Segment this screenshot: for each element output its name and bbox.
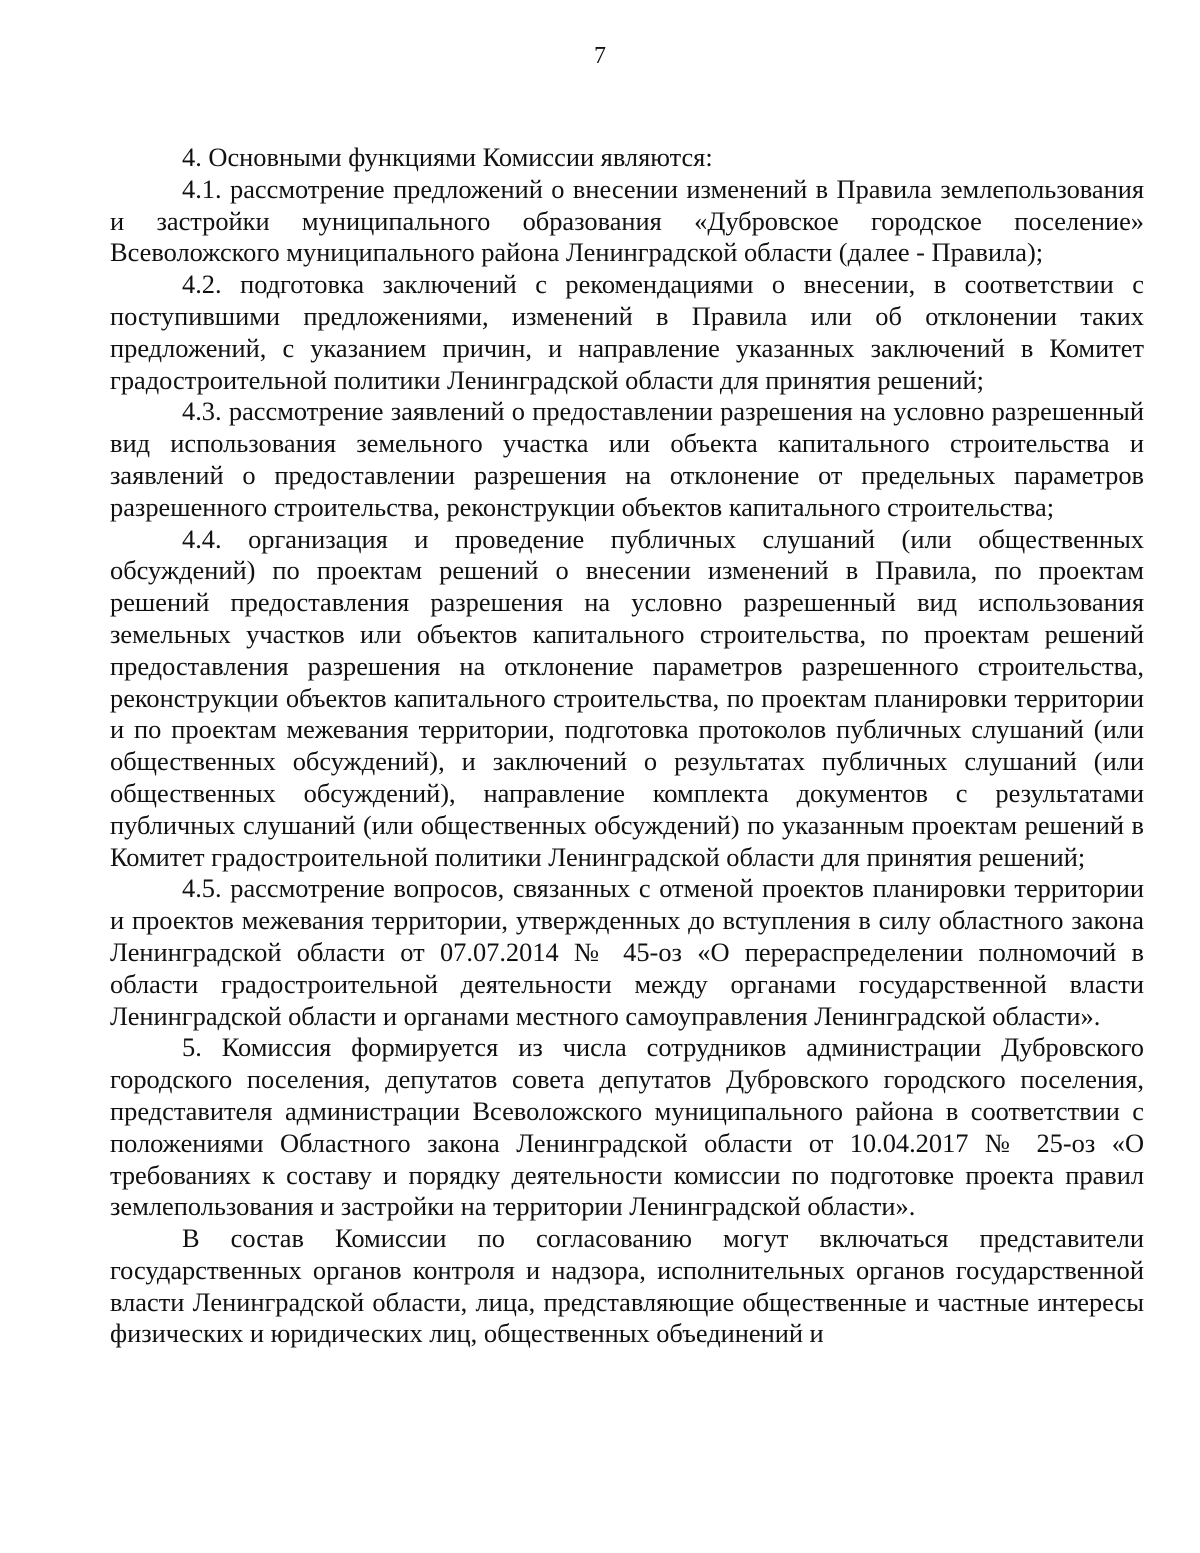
- paragraph-4: 4. Основными функциями Комиссии являются:: [182, 142, 713, 172]
- paragraph-4-4: 4.4. организация и проведение публичных слушаний (или общественных обсуждений) по проектам решений о внесении изменений в Правила, по проектам решений предоставления разрешения на условно разрешенный вид использования земельных участков или объектов капитального строительства, по проектам решений предоставления разрешения на отклонение параметров разрешенного строительства, реконструкции объектов капитального строительства, по проектам планировки территории и по проектам межевания территории, подготовка протоколов публичных слушаний (или общественных обсуждений), и заключений о результатах публичных слушаний (или общественных обсуждений), направление комплекта документов с результатами публичных слушаний (или общественных обсуждений) по указанным проектам решений в Комитет градостроительной политики Ленинградской области для принятия решений;: [110, 523, 1144, 872]
- paragraph-4-5: 4.5. рассмотрение вопросов, связанных с отменой проектов планировки территории и проектов межевания территории, утвержденных до вступления в силу областного закона Ленинградской области от 07.07.2014 № 45-оз «О перераспределении полномочий в области градостроительной деятельности между органами государственной власти Ленинградской области и органами местного самоуправления Ленинградской области».: [110, 873, 1144, 1031]
- page-number: 7: [594, 43, 606, 69]
- paragraph-4-1: 4.1. рассмотрение предложений о внесении изменений в Правила землепользования и застройки муниципального образования «Дубровское городское поселение» Всеволожского муниципального района Ленинградской области (далее - Правила);: [110, 173, 1144, 268]
- document-body: [110, 142, 1144, 1350]
- paragraph-4-2: 4.2. подготовка заключений с рекомендациями о внесении, в соответствии с поступившими предложениями, изменений в Правила или об отклонении таких предложений, с указанием причин, и направление указанных заключений в Комитет градостроительной политики Ленинградской области для принятия решений;: [110, 269, 1144, 395]
- paragraph-commission-composition: В состав Комиссии по согласованию могут включаться представители государственных органов контроля и надзора, исполнительных органов государственной власти Ленинградской области, лица, представляющие общественные и частные интересы физических и юридических лиц, общественных объединений и: [110, 1223, 1144, 1349]
- paragraph-4-3: 4.3. рассмотрение заявлений о предоставлении разрешения на условно разрешенный вид использования земельного участка или объекта капитального строительства и заявлений о предоставлении разрешения на отклонение от предельных параметров разрешенного строительства, реконструкции объектов капитального строительства;: [110, 396, 1144, 522]
- paragraph-5: 5. Комиссия формируется из числа сотрудников администрации Дубровского городского поселения, депутатов совета депутатов Дубровского городского поселения, представителя администрации Всеволожского муниципального района в соответствии с положениями Областного закона Ленинградской области от 10.04.2017 № 25-оз «О требованиях к составу и порядку деятельности комиссии по подготовке проекта правил землепользования и застройки на территории Ленинградской области».: [110, 1032, 1144, 1222]
